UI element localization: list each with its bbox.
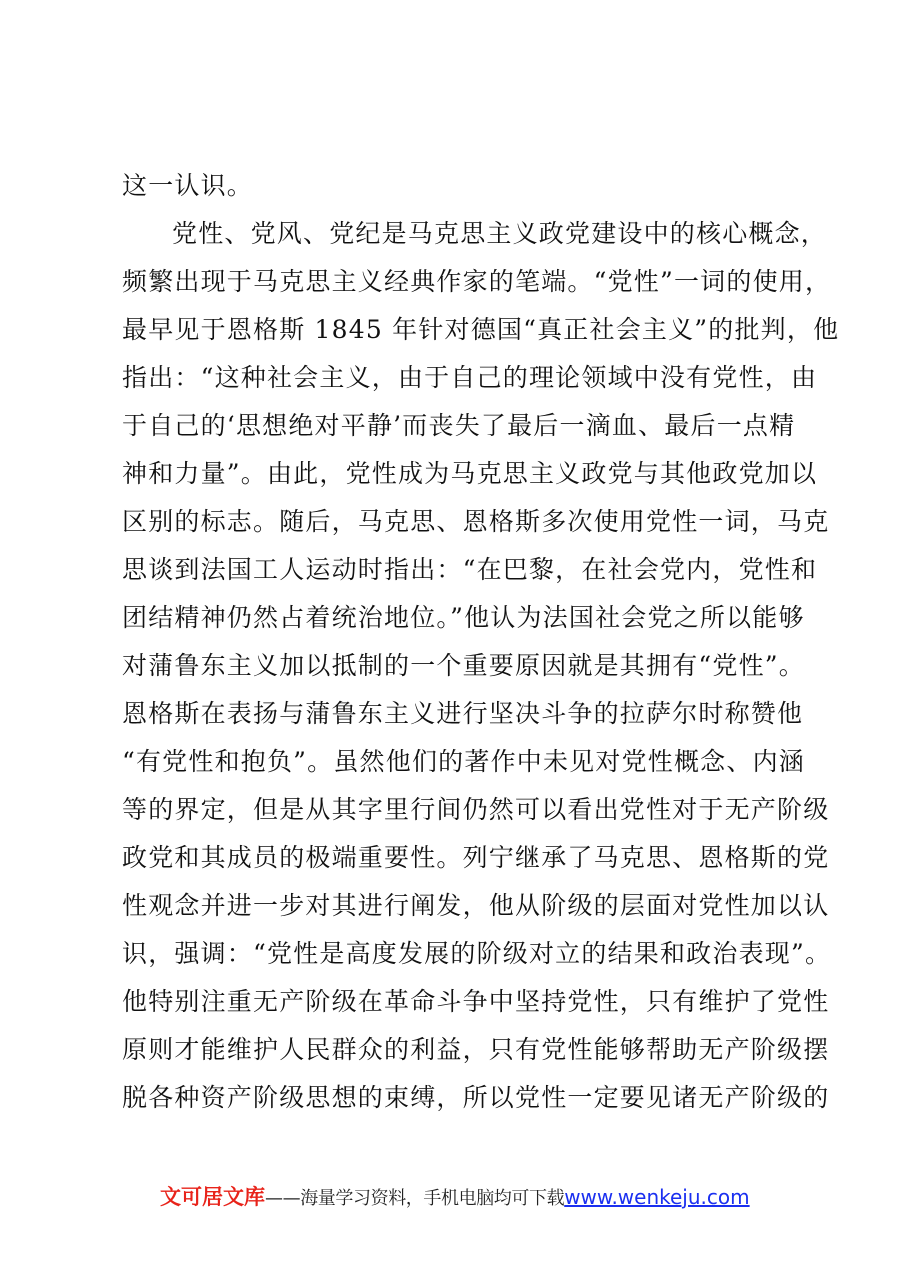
footer-banner bbox=[160, 1180, 750, 1214]
text-line: 频繁出现于马克思主义经典作家的笔端。“党性”一词的使用， bbox=[122, 267, 832, 296]
text-line: 神和力量”。由此，党性成为马克思主义政党与其他政党加以 bbox=[122, 459, 818, 488]
text-line: 识，强调：“党性是高度发展的阶级对立的结果和政治表现”。 bbox=[122, 939, 832, 968]
text-line: 这一认识。 bbox=[122, 171, 254, 200]
text-line: 脱各种资产阶级思想的束缚，所以党性一定要见诸无产阶级的 bbox=[122, 1083, 830, 1112]
text-line: 指出：“这种社会主义，由于自己的理论领域中没有党性，由 bbox=[122, 363, 818, 392]
text-line: 性观念并进一步对其进行阐发，他从阶级的层面对党性加以认 bbox=[122, 891, 830, 920]
text-line: 政党和其成员的极端重要性。列宁继承了马克思、恩格斯的党 bbox=[122, 843, 830, 872]
text-line: “有党性和抱负”。虽然他们的著作中未见对党性概念、内涵 bbox=[122, 747, 805, 776]
footer-brand: 文可居文库 bbox=[160, 1185, 265, 1209]
footer-tagline: ——海量学习资料，手机电脑均可下载 bbox=[265, 1188, 565, 1209]
text-line: 思谈到法国工人运动时指出：“在巴黎，在社会党内，党性和 bbox=[122, 555, 818, 584]
text-line: 他特别注重无产阶级在革命斗争中坚持党性，只有维护了党性 bbox=[122, 987, 830, 1016]
text-line: 对蒲鲁东主义加以抵制的一个重要原因就是其拥有“党性”。 bbox=[122, 651, 805, 680]
paragraph-first-line: 党性、党风、党纪是马克思主义政党建设中的核心概念， bbox=[172, 219, 828, 248]
text-line: 区别的标志。随后，马克思、恩格斯多次使用党性一词，马克 bbox=[122, 507, 830, 536]
text-line: 最早见于恩格斯 1845 年针对德国“真正社会主义”的批判，他 bbox=[122, 315, 840, 344]
footer-site-link[interactable]: www.wenkeju.com bbox=[564, 1185, 750, 1209]
text-line: 于自己的‘思想绝对平静’而丧失了最后一滴血、最后一点精 bbox=[122, 411, 796, 440]
text-line: 团结精神仍然占着统治地位。”他认为法国社会党之所以能够 bbox=[122, 603, 805, 632]
text-line: 等的界定，但是从其字里行间仍然可以看出党性对于无产阶级 bbox=[122, 795, 830, 824]
text-line: 恩格斯在表扬与蒲鲁东主义进行坚决斗争的拉萨尔时称赞他 bbox=[122, 699, 804, 728]
text-line: 原则才能维护人民群众的利益，只有党性能够帮助无产阶级摆 bbox=[122, 1035, 830, 1064]
